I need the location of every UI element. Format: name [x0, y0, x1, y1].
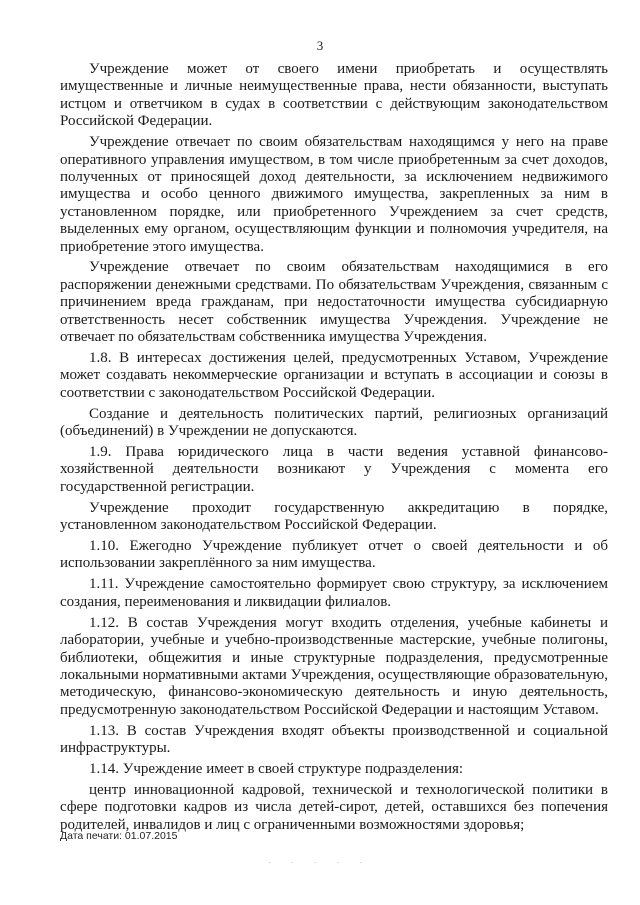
paragraph-1-9: 1.9. Права юридического лица в части ведения уставной финансово-хозяйственной деятельности возникают у Учреждения с момента его государственной регистрации. [60, 444, 608, 495]
paragraph-1-12: 1.12. В состав Учреждения могут входить отделения, учебные кабинеты и лаборатории, учебные и учебно-производственные мастерские, учебные полигоны, библиотеки, общежития и иные структурные подразделения, предусмотренные локальными нормативными актами Учреждения, осуществляющие образовательную, методическую, финансово-экономическую деятельность и иную деятельность, предусмотренную законодательством Российской Федерации и настоящим Уставом. [60, 614, 608, 718]
scan-artifact-dots: · · · · · [268, 858, 372, 867]
paragraph-1-10: 1.10. Ежегодно Учреждение публикует отчет о своей деятельности и об использовании закреплённого за ним имущества. [60, 538, 608, 572]
paragraph-1-14: 1.14. Учреждение имеет в своей структуре подразделения: [89, 760, 464, 777]
paragraph-innovation-center: центр инновационной кадровой, технической и технологической политики в сфере подготовки кадров из числа детей-сирот, детей, оставшихся без попечения родителей, инвалидов и лиц с ограниченными возможностями здоровья; [60, 781, 608, 833]
paragraph-liability-property: Учреждение отвечает по своим обязательствам находящимся у него на праве оперативного управления имуществом, в том числе приобретенным за счет доходов, полученных от приносящей доход деятельности, за исключением недвижимого имущества и особо ценного движимого имущества, закрепленных за ним в установленном порядке, или приобретенного Учреждением за счет средств, выделенных ему органом, осуществляющим функции и полномочия учредителя, на приобретение этого имущества. [60, 134, 608, 255]
paragraph-political-parties: Создание и деятельность политических партий, религиозных организаций (объединений) в Учреждении не допускаются. [60, 405, 608, 440]
print-date: Дата печати: 01.07.2015 [60, 830, 178, 842]
paragraph-accreditation: Учреждение проходит государственную аккредитацию в порядке, установленном законодательством Российской Федерации. [60, 499, 608, 534]
paragraph-1-13: 1.13. В состав Учреждения входят объекты производственной и социальной инфраструктуры. [60, 722, 608, 757]
page-number: 3 [316, 38, 324, 53]
paragraph-1-11: 1.11. Учреждение самостоятельно формирует свою структуру, за исключением создания, переименования и ликвидации филиалов. [60, 576, 608, 610]
document-body [60, 61, 608, 838]
paragraph-1-8: 1.8. В интересах достижения целей, предусмотренных Уставом, Учреждение может создавать некоммерческие организации и вступать в ассоциации и союзы в соответствии с законодательством Российской Федерации. [60, 350, 608, 401]
paragraph-liability-funds: Учреждение отвечает по своим обязательствам находящимися в его распоряжении денежными средствами. По обязательствам Учреждения, связанным с причинением вреда гражданам, при недостаточности имущества субсидиарную ответственность несет собственник имущества Учреждения. Учреждение не отвечает по обязательствам собственника имущества Учреждения. [60, 259, 608, 346]
paragraph-rights: Учреждение может от своего имени приобретать и осуществлять имущественные и личные неимущественные права, нести обязанности, выступать истцом и ответчиком в судах в соответствии с действующим законодательством Российской Федерации. [60, 61, 608, 130]
